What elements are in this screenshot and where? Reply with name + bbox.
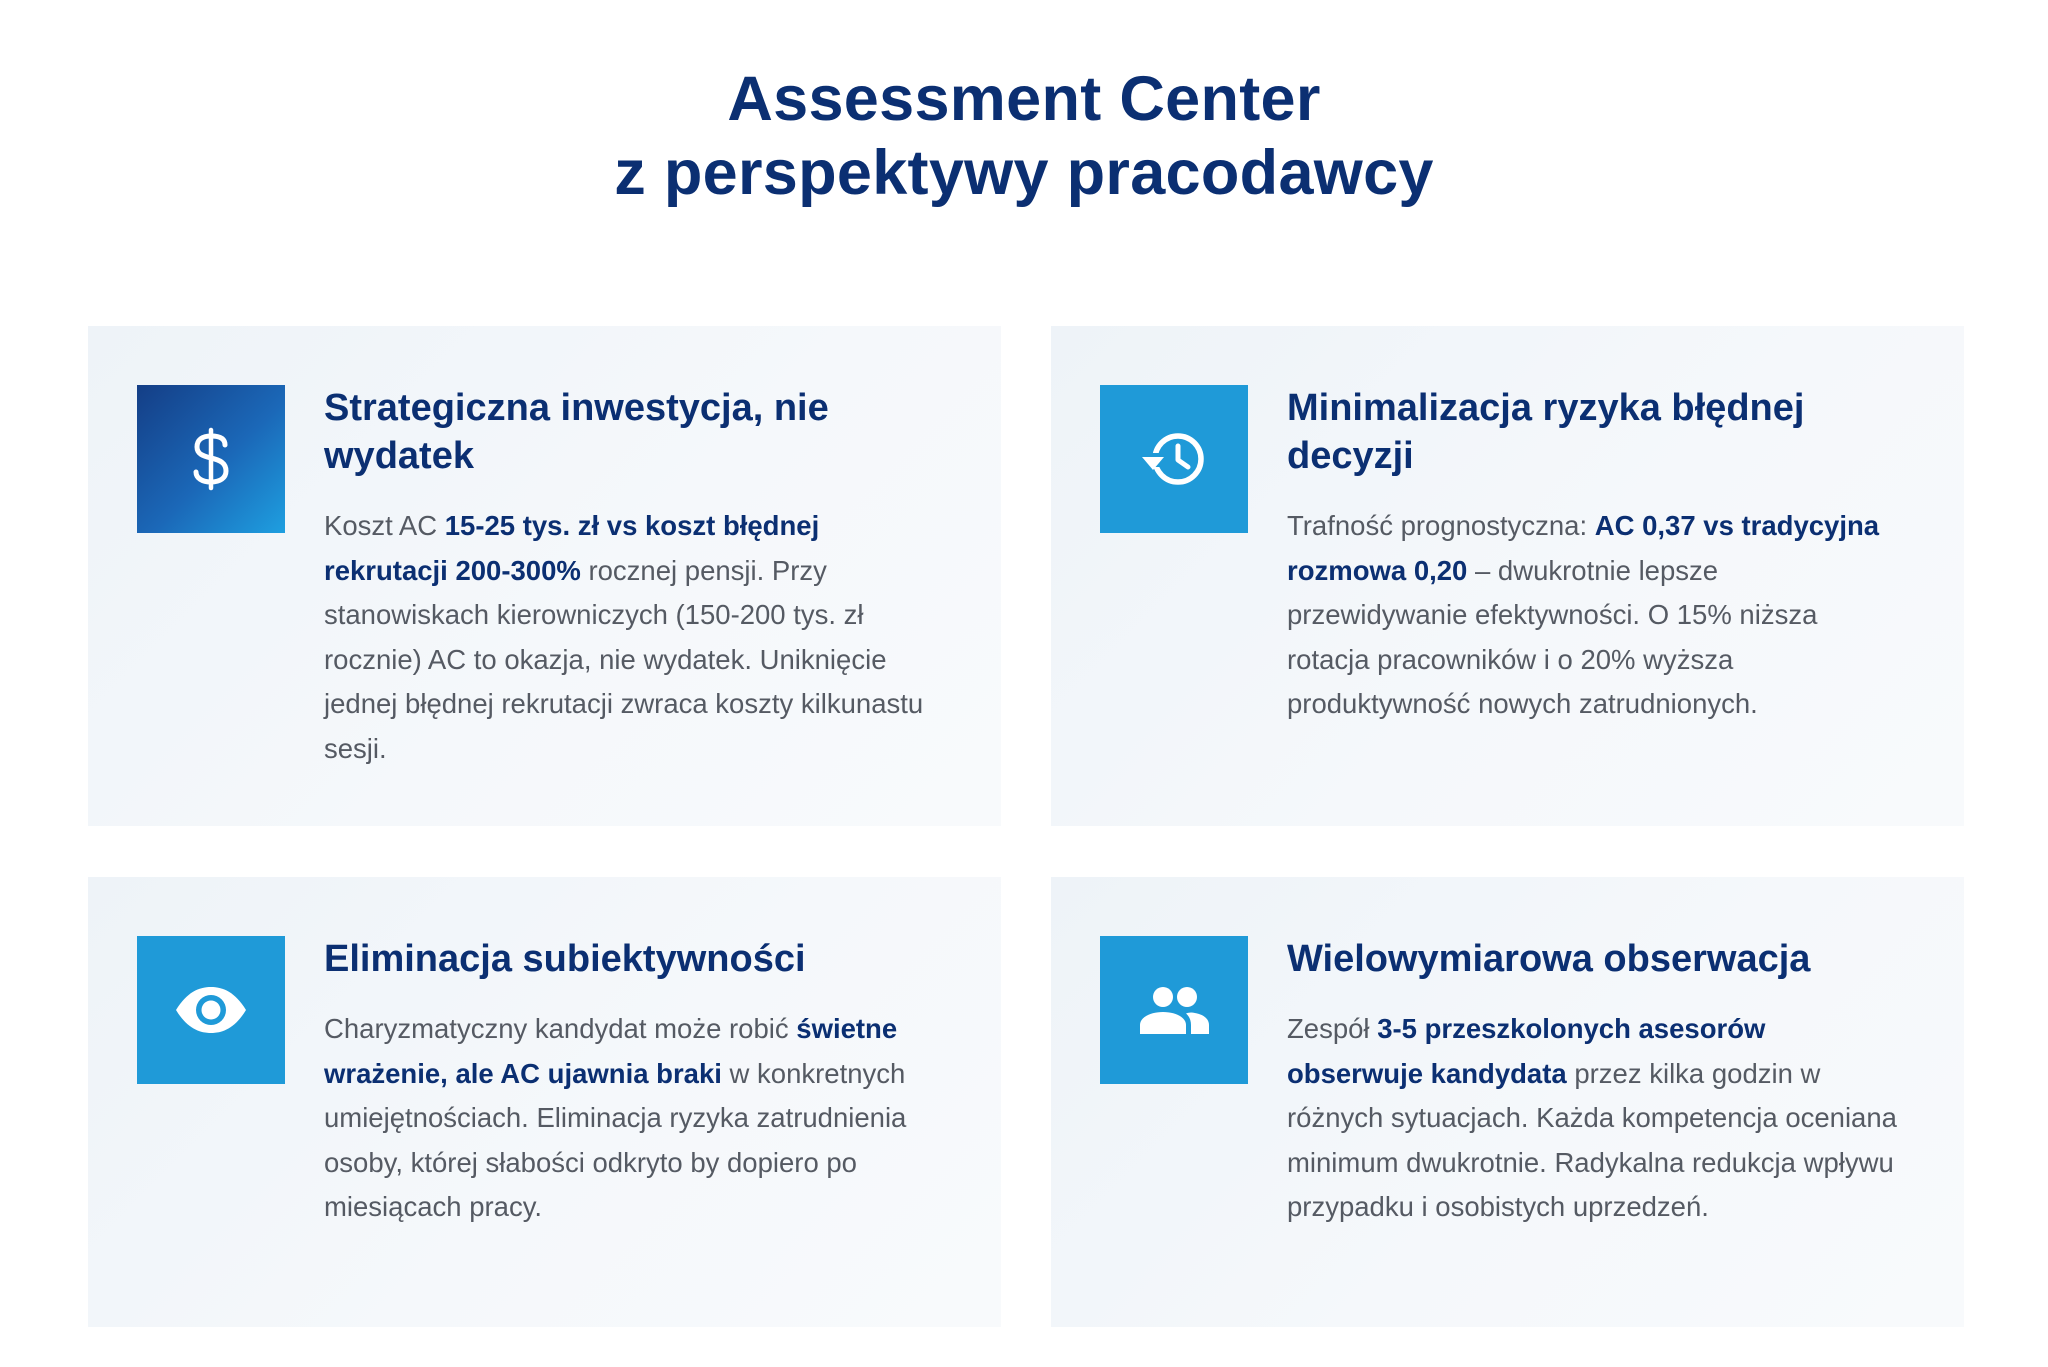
card-content: [1287, 384, 1904, 727]
card-text-highlight: 3-5 przeszkolonych asesorów obserwuje kandydata: [1287, 1013, 1766, 1089]
card-text-before: Trafność prognostyczna:: [1287, 510, 1595, 541]
card-title: Wielowymiarowa obserwacja: [1287, 938, 1811, 980]
dollar-icon: [137, 385, 285, 533]
eye-icon: [137, 936, 285, 1084]
benefit-card-multidimensional-observation: [1051, 877, 1964, 1327]
card-text-before: Zespół: [1287, 1013, 1378, 1044]
card-text-after: przez kilka godzin w różnych sytuacjach. Każda kompetencja oceniana minimum dwukrotnie. Radykalna redukcja wpływu przypadku i osobistych uprzedzeń.: [1287, 1057, 1897, 1222]
page-title-line-2: z perspektywy pracodawcy: [614, 138, 1434, 208]
card-content: [1287, 935, 1904, 1230]
card-text-highlight: świetne wrażenie, ale AC ujawnia braki: [324, 1013, 898, 1089]
benefit-card-risk-minimization: [1051, 326, 1964, 826]
benefit-card-strategic-investment: [88, 326, 1001, 826]
card-content: [324, 384, 941, 771]
card-text-after: w konkretnych umiejętnościach. Eliminacja ryzyka zatrudnienia osoby, której słabości odkryto by dopiero po miesiącach pracy.: [324, 1057, 907, 1222]
card-text-after: – dwukrotnie lepsze przewidywanie efektywności. O 15% niższa rotacja pracowników i o 20% wyższa produktywność nowych zatrudnionych.: [1287, 554, 1818, 719]
card-description: [324, 1007, 941, 1230]
card-description: [1287, 504, 1904, 727]
card-description: [1287, 1007, 1904, 1230]
card-text-after: rocznej pensji. Przy stanowiskach kierowniczych (150-200 tys. zł rocznie) AC to okazja, nie wydatek. Uniknięcie jednej błędnej rekrutacji zwraca koszty kilkunastu sesji.: [324, 554, 924, 764]
card-text-before: Koszt AC: [324, 510, 445, 541]
card-content: [324, 935, 941, 1230]
card-title: Minimalizacja ryzyka błędnej decyzji: [1287, 387, 1805, 477]
card-text-highlight: AC 0,37 vs tradycyjna rozmowa 0,20: [1287, 510, 1880, 586]
history-clock-icon: [1100, 385, 1248, 533]
card-text-highlight: 15-25 tys. zł vs koszt błędnej rekrutacji 200-300%: [324, 510, 820, 586]
page-title: [0, 62, 2048, 210]
benefit-card-eliminating-subjectivity: [88, 877, 1001, 1327]
card-title: Eliminacja subiektywności: [324, 938, 806, 980]
card-description: [324, 504, 941, 771]
page-title-line-1: Assessment Center: [727, 64, 1321, 134]
card-text-before: Charyzmatyczny kandydat może robić: [324, 1013, 797, 1044]
people-icon: [1100, 936, 1248, 1084]
card-title: Strategiczna inwestycja, nie wydatek: [324, 387, 829, 477]
